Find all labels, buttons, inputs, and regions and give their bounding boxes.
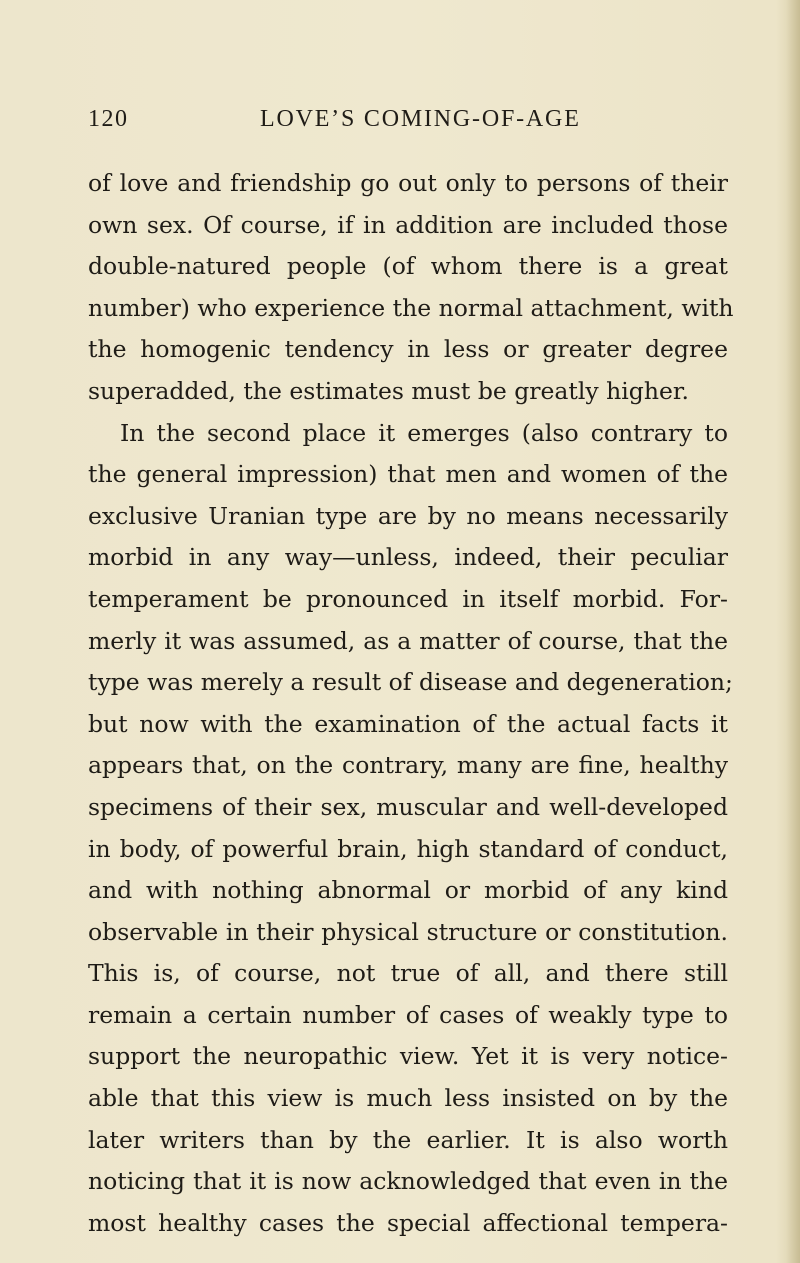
page-edge-shadow xyxy=(786,0,800,1263)
text-line: exclusive Uranian type are by no means necessarily xyxy=(88,501,728,530)
text-line: of love and friendship go out only to persons of their xyxy=(88,169,728,197)
running-head: LOVE’S COMING-OF-AGE xyxy=(260,106,581,132)
text-line: and with nothing abnormal or morbid of any kind xyxy=(88,876,728,905)
text-line: own sex. Of course, if in addition are included those xyxy=(88,210,728,239)
text-line: superadded, the estimates must be greatly higher. xyxy=(88,376,689,405)
text-line: In the second place it emerges (also contrary to xyxy=(120,418,728,447)
page-header xyxy=(88,106,728,138)
text-line: type was merely a result of disease and degeneration; xyxy=(88,668,733,697)
text-line: the general impression) that men and women of the xyxy=(88,460,728,489)
text-line: double-natured people (of whom there is a great xyxy=(88,252,728,281)
text-line: morbid in any way—unless, indeed, their peculiar xyxy=(88,543,728,572)
text-line: merly it was assumed, as a matter of course, that the xyxy=(88,626,728,655)
text-line: noticing that it is now acknowledged that even in the xyxy=(88,1167,728,1196)
text-line: observable in their physical structure or constitution. xyxy=(88,917,728,946)
body-text xyxy=(88,163,734,1244)
text-line: but now with the examination of the actual facts it xyxy=(88,709,728,738)
text-line: This is, of course, not true of all, and there still xyxy=(88,959,728,988)
text-line: appears that, on the contrary, many are fine, healthy xyxy=(88,751,728,780)
text-line: number) who experience the normal attachment, with xyxy=(88,293,734,322)
text-line: support the neuropathic view. Yet it is very notice- xyxy=(88,1042,728,1071)
text-line: temperament be pronounced in itself morbid. For- xyxy=(88,584,728,613)
text-line: the homogenic tendency in less or greater degree xyxy=(88,335,728,364)
text-line: later writers than by the earlier. It is also worth xyxy=(88,1125,728,1154)
text-line: in body, of powerful brain, high standard of conduct, xyxy=(88,834,728,863)
page-number: 120 xyxy=(88,106,129,132)
text-line: most healthy cases the special affectional tempera- xyxy=(88,1208,728,1237)
text-line: able that this view is much less insisted on by the xyxy=(88,1084,728,1113)
text-line: specimens of their sex, muscular and well-developed xyxy=(88,792,728,821)
text-line: remain a certain number of cases of weakly type to xyxy=(88,1000,728,1029)
